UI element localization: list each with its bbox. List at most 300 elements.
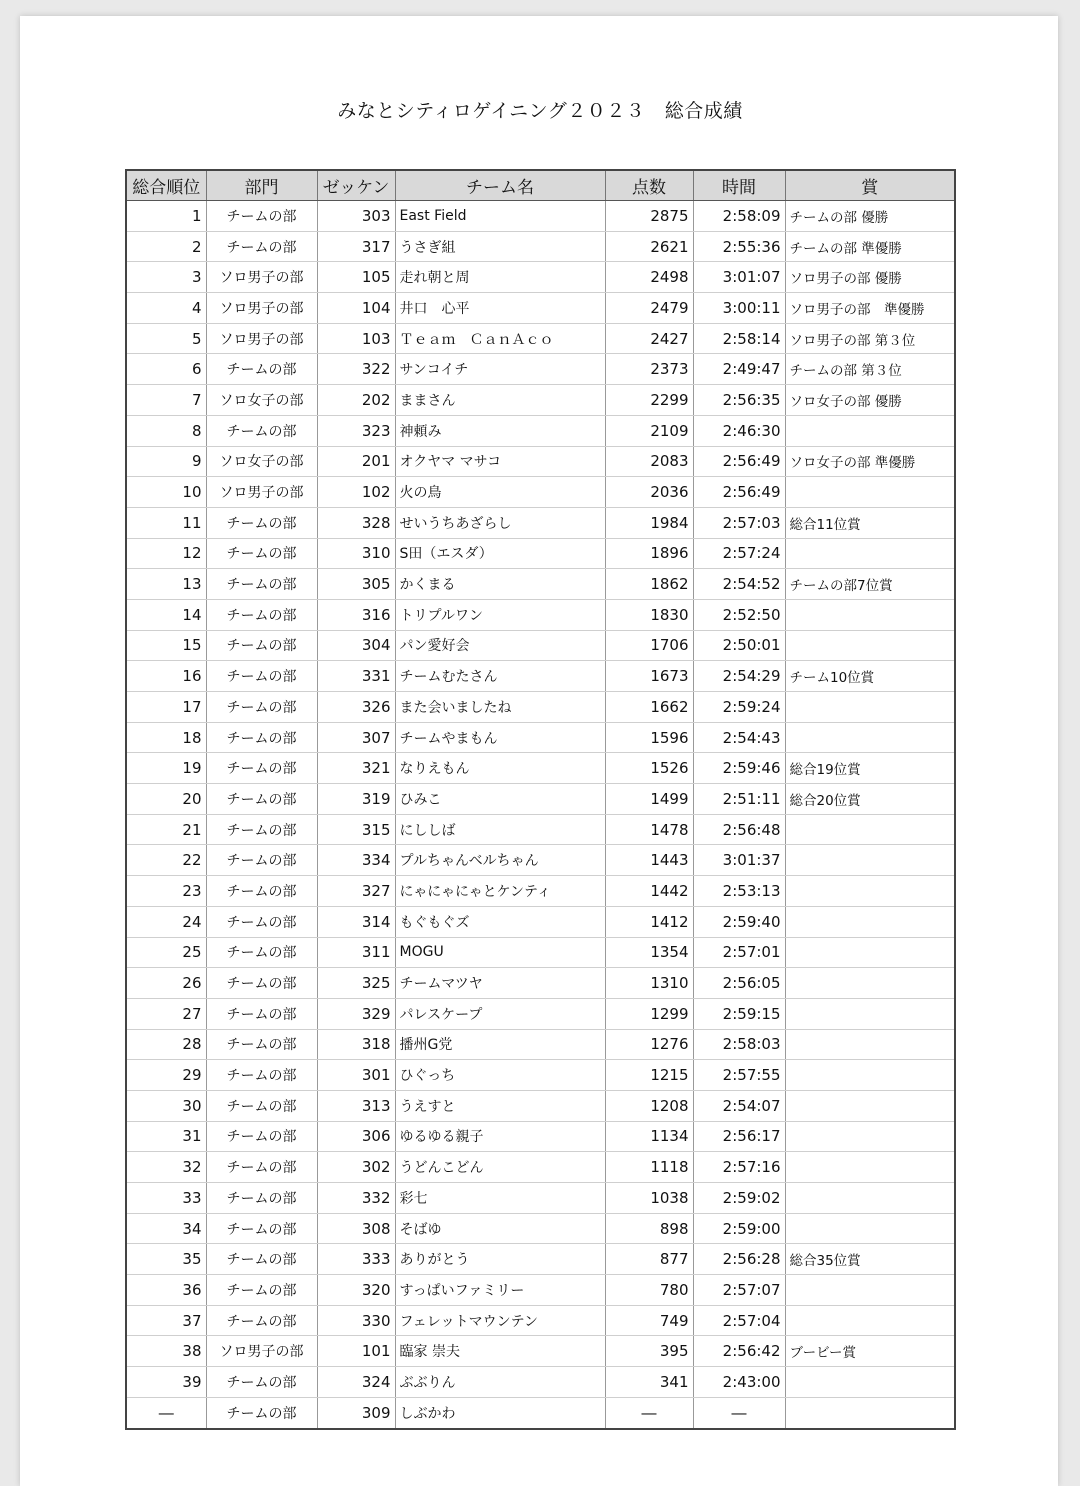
- cell-division: チームの部: [206, 507, 317, 538]
- cell-award: ソロ女子の部 優勝: [785, 385, 955, 416]
- cell-rank: 15: [126, 630, 206, 661]
- table-row: [126, 446, 955, 477]
- cell-time: 2:57:01: [693, 937, 785, 968]
- cell-division: チームの部: [206, 354, 317, 385]
- cell-time: 2:43:00: [693, 1367, 785, 1398]
- table-row: [126, 1336, 955, 1367]
- cell-rank: 27: [126, 998, 206, 1029]
- cell-rank: 5: [126, 323, 206, 354]
- table-row: [126, 692, 955, 723]
- cell-award: [785, 599, 955, 630]
- cell-time: ―: [693, 1397, 785, 1428]
- cell-rank: 32: [126, 1152, 206, 1183]
- cell-score: 1830: [605, 599, 693, 630]
- cell-score: 2498: [605, 262, 693, 293]
- cell-bib: 331: [317, 661, 395, 692]
- table-row: [126, 262, 955, 293]
- cell-team: すっぱいファミリー: [395, 1275, 605, 1306]
- cell-rank: 35: [126, 1244, 206, 1275]
- cell-team: ゆるゆる親子: [395, 1121, 605, 1152]
- table-row: [126, 538, 955, 569]
- cell-award: [785, 722, 955, 753]
- cell-time: 2:54:29: [693, 661, 785, 692]
- cell-division: チームの部: [206, 630, 317, 661]
- cell-time: 3:01:37: [693, 845, 785, 876]
- cell-time: 3:00:11: [693, 293, 785, 324]
- cell-team: 播州G党: [395, 1029, 605, 1060]
- cell-award: [785, 538, 955, 569]
- cell-bib: 304: [317, 630, 395, 661]
- cell-team: パン愛好会: [395, 630, 605, 661]
- cell-score: 2109: [605, 415, 693, 446]
- cell-bib: 334: [317, 845, 395, 876]
- table-row: [126, 354, 955, 385]
- cell-time: 2:58:14: [693, 323, 785, 354]
- cell-award: [785, 415, 955, 446]
- table-row: [126, 507, 955, 538]
- table-row: [126, 1090, 955, 1121]
- cell-score: 2373: [605, 354, 693, 385]
- cell-award: [785, 1305, 955, 1336]
- cell-score: 1662: [605, 692, 693, 723]
- table-row: [126, 1275, 955, 1306]
- cell-division: チームの部: [206, 784, 317, 815]
- cell-award: チーム10位賞: [785, 661, 955, 692]
- table-row: [126, 906, 955, 937]
- cell-rank: 28: [126, 1029, 206, 1060]
- cell-award: [785, 1275, 955, 1306]
- cell-team: Ｔｅａｍ ＣａｎＡｃｏ: [395, 323, 605, 354]
- column-header-bib: ゼッケン: [317, 170, 395, 201]
- cell-team: サンコイチ: [395, 354, 605, 385]
- cell-division: チームの部: [206, 722, 317, 753]
- cell-award: [785, 906, 955, 937]
- cell-team: なりえもん: [395, 753, 605, 784]
- cell-rank: 14: [126, 599, 206, 630]
- cell-bib: 309: [317, 1397, 395, 1428]
- cell-division: チームの部: [206, 692, 317, 723]
- cell-time: 2:59:46: [693, 753, 785, 784]
- cell-award: [785, 998, 955, 1029]
- cell-award: ソロ男子の部 準優勝: [785, 293, 955, 324]
- cell-division: チームの部: [206, 1275, 317, 1306]
- table-row: [126, 968, 955, 999]
- cell-score: 1443: [605, 845, 693, 876]
- cell-rank: 30: [126, 1090, 206, 1121]
- cell-team: トリプルワン: [395, 599, 605, 630]
- cell-team: ありがとう: [395, 1244, 605, 1275]
- cell-bib: 105: [317, 262, 395, 293]
- cell-bib: 328: [317, 507, 395, 538]
- cell-time: 2:57:55: [693, 1060, 785, 1091]
- table-row: [126, 661, 955, 692]
- cell-rank: 23: [126, 876, 206, 907]
- cell-team: 火の鳥: [395, 477, 605, 508]
- cell-score: 1215: [605, 1060, 693, 1091]
- cell-team: パレスケープ: [395, 998, 605, 1029]
- table-row: [126, 1152, 955, 1183]
- cell-time: 2:50:01: [693, 630, 785, 661]
- cell-team: また会いましたね: [395, 692, 605, 723]
- cell-team: ぶぶりん: [395, 1367, 605, 1398]
- cell-award: 総合11位賞: [785, 507, 955, 538]
- cell-bib: 326: [317, 692, 395, 723]
- cell-time: 2:56:48: [693, 814, 785, 845]
- cell-bib: 102: [317, 477, 395, 508]
- table-row: [126, 323, 955, 354]
- table-row: [126, 385, 955, 416]
- cell-division: チームの部: [206, 876, 317, 907]
- cell-division: チームの部: [206, 599, 317, 630]
- cell-rank: 16: [126, 661, 206, 692]
- cell-bib: 319: [317, 784, 395, 815]
- cell-team: せいうちあざらし: [395, 507, 605, 538]
- cell-bib: 317: [317, 231, 395, 262]
- cell-award: [785, 876, 955, 907]
- cell-team: ひみこ: [395, 784, 605, 815]
- cell-team: そばゆ: [395, 1213, 605, 1244]
- cell-time: 2:56:49: [693, 446, 785, 477]
- cell-division: チームの部: [206, 661, 317, 692]
- cell-score: 1038: [605, 1183, 693, 1214]
- cell-award: 総合19位賞: [785, 753, 955, 784]
- cell-time: 2:57:04: [693, 1305, 785, 1336]
- table-row: [126, 937, 955, 968]
- cell-time: 2:59:40: [693, 906, 785, 937]
- cell-team: しぶかわ: [395, 1397, 605, 1428]
- cell-division: チームの部: [206, 845, 317, 876]
- cell-score: 1310: [605, 968, 693, 999]
- cell-award: [785, 1213, 955, 1244]
- cell-award: [785, 630, 955, 661]
- cell-bib: 308: [317, 1213, 395, 1244]
- table-row: [126, 753, 955, 784]
- cell-rank: 26: [126, 968, 206, 999]
- cell-time: 2:56:28: [693, 1244, 785, 1275]
- cell-award: [785, 1152, 955, 1183]
- cell-time: 2:53:13: [693, 876, 785, 907]
- cell-rank: 37: [126, 1305, 206, 1336]
- cell-award: チームの部 優勝: [785, 201, 955, 232]
- column-header-award: 賞: [785, 170, 955, 201]
- cell-award: ブービー賞: [785, 1336, 955, 1367]
- cell-bib: 316: [317, 599, 395, 630]
- cell-team: East Field: [395, 201, 605, 232]
- table-row: [126, 1060, 955, 1091]
- cell-bib: 201: [317, 446, 395, 477]
- cell-rank: ―: [126, 1397, 206, 1428]
- cell-division: チームの部: [206, 753, 317, 784]
- cell-time: 2:59:15: [693, 998, 785, 1029]
- cell-division: チームの部: [206, 201, 317, 232]
- cell-score: 1412: [605, 906, 693, 937]
- column-header-score: 点数: [605, 170, 693, 201]
- cell-rank: 39: [126, 1367, 206, 1398]
- table-row: [126, 814, 955, 845]
- cell-score: 1984: [605, 507, 693, 538]
- cell-award: [785, 814, 955, 845]
- table-row: [126, 599, 955, 630]
- cell-team: S田（エスダ）: [395, 538, 605, 569]
- cell-score: 2427: [605, 323, 693, 354]
- cell-team: チームマツヤ: [395, 968, 605, 999]
- table-row: [126, 1029, 955, 1060]
- table-row: [126, 1213, 955, 1244]
- cell-time: 2:56:17: [693, 1121, 785, 1152]
- cell-time: 2:54:43: [693, 722, 785, 753]
- cell-rank: 25: [126, 937, 206, 968]
- table-row: [126, 293, 955, 324]
- cell-bib: 330: [317, 1305, 395, 1336]
- cell-rank: 20: [126, 784, 206, 815]
- cell-team: にししば: [395, 814, 605, 845]
- cell-award: ソロ女子の部 準優勝: [785, 446, 955, 477]
- cell-team: ひぐっち: [395, 1060, 605, 1091]
- cell-score: 1354: [605, 937, 693, 968]
- cell-team: もぐもぐズ: [395, 906, 605, 937]
- cell-team: 神頼み: [395, 415, 605, 446]
- cell-rank: 2: [126, 231, 206, 262]
- cell-award: ソロ男子の部 第３位: [785, 323, 955, 354]
- cell-award: [785, 1121, 955, 1152]
- table-row: [126, 415, 955, 446]
- cell-division: ソロ男子の部: [206, 477, 317, 508]
- table-row: [126, 1183, 955, 1214]
- cell-rank: 12: [126, 538, 206, 569]
- cell-rank: 13: [126, 569, 206, 600]
- cell-award: チームの部 第３位: [785, 354, 955, 385]
- table-row: [126, 201, 955, 232]
- cell-division: チームの部: [206, 1060, 317, 1091]
- cell-award: [785, 845, 955, 876]
- cell-team: フェレットマウンテン: [395, 1305, 605, 1336]
- cell-time: 2:54:07: [693, 1090, 785, 1121]
- cell-award: [785, 477, 955, 508]
- cell-rank: 38: [126, 1336, 206, 1367]
- cell-time: 2:56:35: [693, 385, 785, 416]
- cell-division: チームの部: [206, 1183, 317, 1214]
- cell-score: 395: [605, 1336, 693, 1367]
- cell-rank: 10: [126, 477, 206, 508]
- cell-bib: 321: [317, 753, 395, 784]
- cell-score: 2083: [605, 446, 693, 477]
- cell-bib: 104: [317, 293, 395, 324]
- table-row: [126, 1121, 955, 1152]
- cell-rank: 7: [126, 385, 206, 416]
- table-row: [126, 630, 955, 661]
- cell-rank: 3: [126, 262, 206, 293]
- cell-bib: 324: [317, 1367, 395, 1398]
- cell-time: 3:01:07: [693, 262, 785, 293]
- cell-time: 2:57:16: [693, 1152, 785, 1183]
- cell-rank: 4: [126, 293, 206, 324]
- results-table: [125, 169, 956, 1430]
- cell-score: 341: [605, 1367, 693, 1398]
- cell-award: [785, 1367, 955, 1398]
- cell-award: [785, 1060, 955, 1091]
- table-row: [126, 1305, 955, 1336]
- cell-award: ソロ男子の部 優勝: [785, 262, 955, 293]
- cell-division: チームの部: [206, 1152, 317, 1183]
- cell-rank: 29: [126, 1060, 206, 1091]
- cell-time: 2:57:07: [693, 1275, 785, 1306]
- cell-rank: 21: [126, 814, 206, 845]
- cell-bib: 322: [317, 354, 395, 385]
- cell-bib: 315: [317, 814, 395, 845]
- cell-bib: 329: [317, 998, 395, 1029]
- cell-bib: 323: [317, 415, 395, 446]
- cell-score: 2299: [605, 385, 693, 416]
- cell-time: 2:54:52: [693, 569, 785, 600]
- table-row: [126, 1244, 955, 1275]
- cell-bib: 307: [317, 722, 395, 753]
- cell-time: 2:51:11: [693, 784, 785, 815]
- table-row: [126, 231, 955, 262]
- cell-division: チームの部: [206, 1090, 317, 1121]
- cell-bib: 305: [317, 569, 395, 600]
- cell-team: チームむたさん: [395, 661, 605, 692]
- cell-bib: 103: [317, 323, 395, 354]
- cell-time: 2:46:30: [693, 415, 785, 446]
- cell-score: 2621: [605, 231, 693, 262]
- cell-score: 2036: [605, 477, 693, 508]
- cell-division: チームの部: [206, 1367, 317, 1398]
- cell-rank: 36: [126, 1275, 206, 1306]
- cell-bib: 318: [317, 1029, 395, 1060]
- cell-rank: 11: [126, 507, 206, 538]
- cell-award: [785, 937, 955, 968]
- cell-division: チームの部: [206, 1244, 317, 1275]
- table-row: [126, 722, 955, 753]
- cell-division: ソロ男子の部: [206, 262, 317, 293]
- cell-score: 749: [605, 1305, 693, 1336]
- cell-division: ソロ男子の部: [206, 323, 317, 354]
- cell-award: 総合35位賞: [785, 1244, 955, 1275]
- cell-time: 2:58:03: [693, 1029, 785, 1060]
- cell-score: 1896: [605, 538, 693, 569]
- results-body: [126, 201, 955, 1429]
- cell-score: 1673: [605, 661, 693, 692]
- cell-score: 1526: [605, 753, 693, 784]
- cell-score: 780: [605, 1275, 693, 1306]
- cell-rank: 9: [126, 446, 206, 477]
- cell-score: 1499: [605, 784, 693, 815]
- cell-rank: 1: [126, 201, 206, 232]
- cell-bib: 202: [317, 385, 395, 416]
- cell-rank: 17: [126, 692, 206, 723]
- cell-division: ソロ男子の部: [206, 1336, 317, 1367]
- cell-rank: 31: [126, 1121, 206, 1152]
- cell-time: 2:57:24: [693, 538, 785, 569]
- cell-score: 1208: [605, 1090, 693, 1121]
- cell-score: 1118: [605, 1152, 693, 1183]
- cell-award: チームの部 準優勝: [785, 231, 955, 262]
- cell-team: うどんこどん: [395, 1152, 605, 1183]
- cell-division: チームの部: [206, 937, 317, 968]
- column-header-time: 時間: [693, 170, 785, 201]
- cell-division: チームの部: [206, 569, 317, 600]
- cell-bib: 333: [317, 1244, 395, 1275]
- cell-division: チームの部: [206, 231, 317, 262]
- header-row: [126, 170, 955, 201]
- cell-team: 走れ朝と周: [395, 262, 605, 293]
- cell-award: 総合20位賞: [785, 784, 955, 815]
- cell-team: かくまる: [395, 569, 605, 600]
- cell-team: うさぎ組: [395, 231, 605, 262]
- cell-team: MOGU: [395, 937, 605, 968]
- cell-division: ソロ女子の部: [206, 446, 317, 477]
- cell-team: 臨家 崇夫: [395, 1336, 605, 1367]
- cell-award: [785, 1397, 955, 1428]
- cell-division: チームの部: [206, 998, 317, 1029]
- cell-bib: 302: [317, 1152, 395, 1183]
- cell-team: うえすと: [395, 1090, 605, 1121]
- cell-award: [785, 1183, 955, 1214]
- cell-team: 井口 心平: [395, 293, 605, 324]
- cell-bib: 313: [317, 1090, 395, 1121]
- cell-division: チームの部: [206, 538, 317, 569]
- cell-bib: 332: [317, 1183, 395, 1214]
- cell-team: ままさん: [395, 385, 605, 416]
- cell-score: 1276: [605, 1029, 693, 1060]
- cell-bib: 325: [317, 968, 395, 999]
- table-row: [126, 784, 955, 815]
- cell-rank: 8: [126, 415, 206, 446]
- cell-division: チームの部: [206, 1029, 317, 1060]
- cell-time: 2:57:03: [693, 507, 785, 538]
- cell-division: チームの部: [206, 415, 317, 446]
- cell-bib: 314: [317, 906, 395, 937]
- cell-team: にゃにゃにゃとケンティ: [395, 876, 605, 907]
- cell-score: 2875: [605, 201, 693, 232]
- cell-award: [785, 968, 955, 999]
- cell-score: 1299: [605, 998, 693, 1029]
- cell-team: 彩七: [395, 1183, 605, 1214]
- table-row: [126, 876, 955, 907]
- cell-rank: 34: [126, 1213, 206, 1244]
- column-header-division: 部門: [206, 170, 317, 201]
- cell-division: チームの部: [206, 1121, 317, 1152]
- cell-division: チームの部: [206, 906, 317, 937]
- cell-team: オクヤマ マサコ: [395, 446, 605, 477]
- cell-score: 1134: [605, 1121, 693, 1152]
- cell-score: ―: [605, 1397, 693, 1428]
- cell-score: 898: [605, 1213, 693, 1244]
- page-title: みなとシティロゲイニング２０２３ 総合成績: [337, 100, 743, 122]
- cell-time: 2:56:42: [693, 1336, 785, 1367]
- cell-time: 2:52:50: [693, 599, 785, 630]
- cell-division: チームの部: [206, 1213, 317, 1244]
- cell-bib: 301: [317, 1060, 395, 1091]
- cell-division: ソロ女子の部: [206, 385, 317, 416]
- cell-time: 2:59:02: [693, 1183, 785, 1214]
- cell-award: チームの部7位賞: [785, 569, 955, 600]
- cell-bib: 303: [317, 201, 395, 232]
- cell-rank: 33: [126, 1183, 206, 1214]
- cell-score: 1706: [605, 630, 693, 661]
- column-header-team: チーム名: [395, 170, 605, 201]
- cell-division: チームの部: [206, 968, 317, 999]
- cell-division: チームの部: [206, 814, 317, 845]
- cell-division: チームの部: [206, 1305, 317, 1336]
- cell-score: 1596: [605, 722, 693, 753]
- cell-division: ソロ男子の部: [206, 293, 317, 324]
- cell-score: 1442: [605, 876, 693, 907]
- cell-rank: 22: [126, 845, 206, 876]
- cell-division: チームの部: [206, 1397, 317, 1428]
- cell-bib: 311: [317, 937, 395, 968]
- column-header-rank: 総合順位: [126, 170, 206, 201]
